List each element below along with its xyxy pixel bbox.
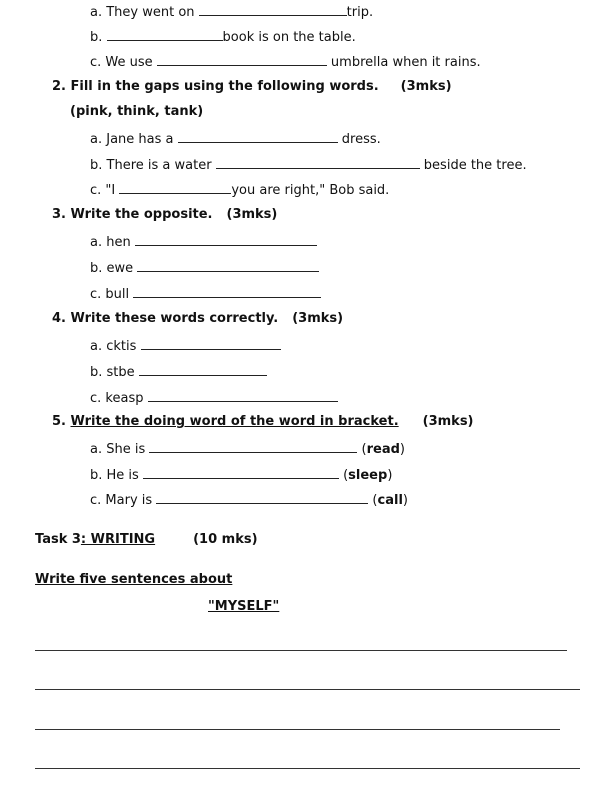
writing-line[interactable] — [35, 650, 567, 651]
q4-item-b: b. stbe — [90, 363, 267, 381]
q2-item-a: a. Jane has a dress. — [90, 132, 381, 147]
q3-item-c: c. bull — [90, 285, 321, 303]
q3-heading: 3. Write the opposite. (3mks) — [52, 207, 278, 222]
q5-item-b: b. He is (sleep) — [90, 468, 393, 483]
q3-item-b: b. ewe — [90, 259, 319, 277]
q1-item-a: a. They went on trip. — [90, 5, 374, 20]
writing-instruction: Write five sentences about — [35, 572, 233, 587]
q2-heading: 2. Fill in the gaps using the following words. (3mks) — [52, 79, 452, 94]
answer-blank[interactable] — [135, 233, 317, 246]
task3-heading: Task 3: WRITING (10 mks) — [35, 532, 258, 547]
writing-line[interactable] — [35, 689, 580, 690]
writing-line[interactable] — [35, 768, 580, 769]
answer-blank[interactable] — [178, 130, 338, 143]
answer-blank[interactable] — [149, 440, 357, 453]
q4-heading: 4. Write these words correctly. (3mks) — [52, 311, 344, 326]
q4-item-a: a. cktis — [90, 337, 281, 355]
q2-item-c: c. "I you are right," Bob said. — [90, 183, 390, 198]
q3-item-a: a. hen — [90, 233, 317, 251]
answer-blank[interactable] — [133, 285, 321, 298]
writing-topic: "MYSELF" — [208, 599, 280, 614]
answer-blank[interactable] — [107, 28, 223, 41]
q5-item-a: a. She is (read) — [90, 442, 405, 457]
answer-blank[interactable] — [143, 466, 339, 479]
answer-blank[interactable] — [141, 337, 281, 350]
answer-blank[interactable] — [157, 53, 327, 66]
q2-word-list: (pink, think, tank) — [70, 104, 204, 119]
answer-blank[interactable] — [199, 3, 347, 16]
q4-item-c: c. keasp — [90, 389, 338, 407]
answer-blank[interactable] — [137, 259, 319, 272]
answer-blank[interactable] — [156, 491, 368, 504]
answer-blank[interactable] — [139, 363, 267, 376]
answer-blank[interactable] — [119, 181, 231, 194]
answer-blank[interactable] — [148, 389, 338, 402]
writing-line[interactable] — [35, 729, 560, 730]
q2-item-b: b. There is a water beside the tree. — [90, 158, 527, 173]
q5-heading: 5. Write the doing word of the word in bracket. (3mks) — [52, 414, 474, 429]
q1-item-c: c. We use umbrella when it rains. — [90, 55, 481, 70]
q1-item-b: b. book is on the table. — [90, 30, 356, 45]
answer-blank[interactable] — [216, 156, 420, 169]
q5-item-c: c. Mary is (call) — [90, 493, 408, 508]
